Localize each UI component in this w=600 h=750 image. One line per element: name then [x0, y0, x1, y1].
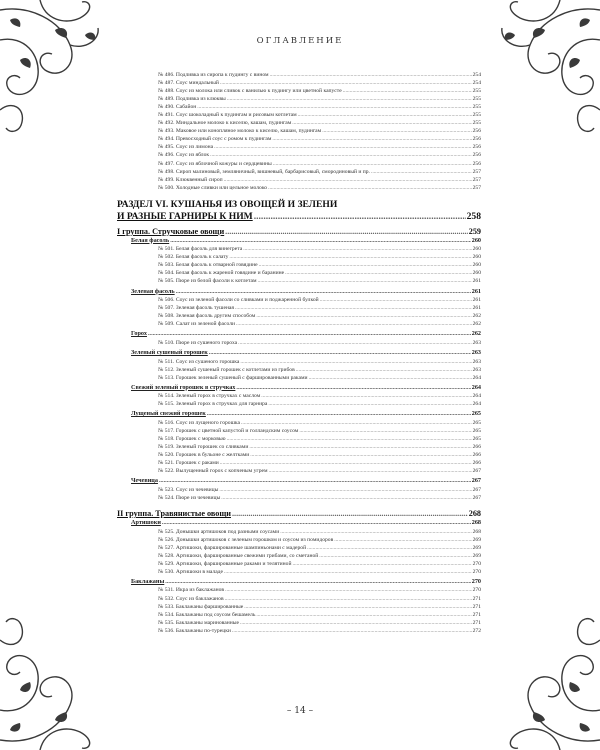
toc-content: [117, 71, 481, 635]
corner-ornament-bottom-left: [0, 610, 120, 750]
toc-entry-label: № 522. Вылущенный горох с копченым угрем: [158, 468, 268, 475]
toc-entry: [117, 595, 481, 603]
toc-entry: [117, 127, 481, 135]
toc-list-lentils: [117, 486, 481, 502]
toc-entry-label: № 502. Белая фасоль к салату: [158, 254, 229, 261]
toc-entry-label: № 489. Подливка из клюквы: [158, 96, 226, 103]
leader-dots: [229, 253, 471, 261]
leader-dots: [219, 486, 471, 494]
toc-entry-label: № 513. Горошек зеленый сушеный с фаршированными раками: [158, 374, 308, 381]
toc-entry-page: 257: [472, 176, 481, 183]
leader-dots: [259, 261, 472, 269]
toc-entry: [117, 603, 481, 611]
leader-dots: [232, 627, 472, 635]
toc-entry-label: № 487. Соус миндальный: [158, 80, 219, 87]
leader-dots: [220, 459, 472, 467]
leader-dots: [227, 435, 472, 443]
toc-entry: [117, 419, 481, 427]
toc-entry: [117, 71, 481, 79]
toc-entry-page: 269: [472, 544, 481, 551]
toc-list-shelled-peas: [117, 419, 481, 475]
leader-dots: [224, 568, 472, 576]
toc-entry-label: № 500. Холодные сливки или цельное молоко: [158, 184, 268, 191]
subheading-label: Лущеный свежий горошек: [131, 410, 206, 418]
leader-dots: [256, 611, 471, 619]
subheading-label: Баклажаны: [131, 577, 165, 585]
leader-dots: [298, 111, 472, 119]
leader-dots: [371, 168, 472, 176]
toc-entry-page: 269: [472, 536, 481, 543]
toc-entry-label: № 501. Белая фасоль для винегрета: [158, 246, 243, 253]
toc-entry-page: 267: [472, 494, 481, 501]
leader-dots: [243, 245, 471, 253]
toc-entry-page: 269: [472, 552, 481, 559]
toc-entry-page: 265: [472, 436, 481, 443]
toc-entry-label: № 511. Соус из сушеного горошка: [158, 358, 240, 365]
toc-entry: [117, 151, 481, 159]
subheading-fresh-pea-pods: [117, 384, 481, 393]
toc-entry-page: 267: [472, 468, 481, 475]
toc-entry-label: № 520. Горошек в бульоне с желтками: [158, 452, 250, 459]
subheading-label: Зеленый сушеный горошек: [131, 348, 208, 356]
subheading-page: 265: [471, 410, 481, 418]
leader-dots: [250, 451, 471, 459]
subheading-peas: [117, 330, 481, 339]
leader-dots: [249, 443, 471, 451]
leader-dots: [309, 374, 472, 382]
leader-dots: [235, 304, 472, 312]
toc-list-dried-green-peas: [117, 358, 481, 382]
subheading-dried-green-peas: [117, 349, 481, 358]
toc-entry: [117, 253, 481, 261]
toc-entry-label: № 526. Донышки артишоков с зеленым горошком и соусом из помидоров: [158, 536, 334, 543]
leader-dots: [268, 184, 472, 192]
toc-entry-page: 255: [472, 96, 481, 103]
toc-list-artichokes: [117, 528, 481, 576]
toc-entry: [117, 95, 481, 103]
subheading-page: 264: [471, 383, 481, 391]
toc-entry-label: № 514. Зеленый горох в стручках с маслом: [158, 393, 261, 400]
toc-entry-page: 262: [472, 321, 481, 328]
toc-entry: [117, 168, 481, 176]
toc-entry-label: № 492. Миндальное молоко к киселю, кашам, пудингам: [158, 120, 292, 127]
toc-entry: [117, 544, 481, 552]
toc-entry: [117, 339, 481, 347]
toc-list-green-beans: [117, 296, 481, 328]
corner-ornament-top-left: [0, 0, 120, 140]
leader-dots: [165, 578, 470, 587]
toc-entry: [117, 320, 481, 328]
toc-entry-page: 265: [472, 419, 481, 426]
leader-dots: [256, 312, 471, 320]
toc-entry-label: № 536. Баклажаны по-турецки: [158, 627, 231, 634]
leader-dots: [227, 95, 472, 103]
group-heading-label: II группа. Травянистые овощи: [117, 508, 231, 518]
toc-entry-label: № 525. Донышки артишоков под разными соусами: [158, 528, 280, 535]
toc-entry-label: № 506. Соус из зеленой фасоли со сливками и поджаренной булкой: [158, 297, 319, 304]
toc-entry-page: 272: [472, 627, 481, 634]
section-title-text: И РАЗНЫЕ ГАРНИРЫ К НИМ: [117, 210, 253, 222]
toc-entry-label: № 510. Пюре из сушеного гороха: [158, 339, 238, 346]
toc-entry-page: 262: [472, 313, 481, 320]
toc-entry-page: 261: [472, 305, 481, 312]
toc-entry-page: 254: [472, 80, 481, 87]
toc-entry: [117, 427, 481, 435]
leader-dots: [270, 71, 472, 79]
subheading-page: 267: [471, 477, 481, 485]
subheading-label: Свежий зеленый горошек в стручках: [131, 383, 236, 391]
leader-dots: [322, 127, 471, 135]
page-header-title: ОГЛАВЛЕНИЕ: [256, 36, 344, 46]
toc-entry: [117, 486, 481, 494]
subheading-page: 260: [471, 236, 481, 244]
toc-entry: [117, 111, 481, 119]
toc-entry: [117, 312, 481, 320]
toc-entry-label: № 498. Сироп малиновый, земляничный, вишневый, барбарисовый, смородиновый и пр.: [158, 168, 370, 175]
subheading-page: 268: [471, 518, 481, 526]
toc-entry-label: № 517. Горошек с цветной капустой и голландским соусом: [158, 428, 299, 435]
toc-entry-page: 260: [472, 254, 481, 261]
toc-entry: [117, 459, 481, 467]
toc-entry-label: № 516. Соус из лущеного горошка: [158, 419, 241, 426]
group-heading-2: [117, 508, 481, 519]
leader-dots: [207, 410, 471, 419]
toc-entry-label: № 531. Икра из баклажанов: [158, 587, 225, 594]
toc-entry: [117, 451, 481, 459]
toc-entry-label: № 509. Салат из зеленой фасоли: [158, 321, 236, 328]
toc-entry: [117, 435, 481, 443]
subheading-label: Зеленая фасоль: [131, 287, 175, 295]
leader-dots: [292, 119, 471, 127]
leader-dots: [148, 330, 471, 339]
leader-dots: [258, 277, 472, 285]
toc-entry-label: № 534. Баклажаны под соусом бешамель: [158, 611, 256, 618]
toc-entry-label: № 494. Превосходный соус с ромом к пудингам: [158, 136, 272, 143]
toc-entry-label: № 495. Соус из лимона: [158, 144, 214, 151]
toc-entry: [117, 119, 481, 127]
toc-entry-page: 266: [472, 444, 481, 451]
leader-dots: [170, 237, 471, 246]
toc-entry: [117, 536, 481, 544]
leader-dots: [334, 536, 471, 544]
toc-entry: [117, 552, 481, 560]
toc-entry: [117, 619, 481, 627]
toc-entry-page: 264: [472, 393, 481, 400]
leader-dots: [232, 508, 468, 519]
toc-entry: [117, 103, 481, 111]
subheading-page: 262: [471, 330, 481, 338]
leader-dots: [214, 143, 471, 151]
group-heading-page: 268: [468, 508, 481, 518]
toc-entry: [117, 358, 481, 366]
toc-entry-page: 255: [472, 88, 481, 95]
toc-entry-page: 255: [472, 104, 481, 111]
toc-entry-label: № 486. Подливка из сиропа к пудингу с вином: [158, 72, 269, 78]
leader-dots: [225, 595, 472, 603]
toc-entry: [117, 245, 481, 253]
toc-entry: [117, 143, 481, 151]
toc-entry-label: № 491. Соус шоколадный к пудингам и рисовым котлетам: [158, 112, 297, 119]
leader-dots: [285, 269, 471, 277]
corner-ornament-top-right: [480, 0, 600, 140]
toc-entry: [117, 443, 481, 451]
toc-entry: [117, 467, 481, 475]
leader-dots: [280, 528, 471, 536]
leader-dots: [176, 288, 471, 297]
toc-entry-label: № 504. Белая фасоль к жареной говядине и баранине: [158, 270, 285, 277]
leader-dots: [320, 296, 472, 304]
section-title-line2: [117, 211, 481, 224]
toc-entry-page: 257: [472, 184, 481, 191]
toc-entry-label: № 533. Баклажаны фаршированные: [158, 603, 244, 610]
toc-entry-page: 255: [472, 120, 481, 127]
leader-dots: [307, 544, 472, 552]
toc-entry-page: 270: [472, 587, 481, 594]
toc-entry-label: № 508. Зеленая фасоль другим способом: [158, 313, 256, 320]
toc-entry-page: 256: [472, 128, 481, 135]
toc-entry-label: № 505. Пюре из белой фасоли к котлетам: [158, 278, 257, 285]
page-number: – 14 –: [286, 706, 314, 716]
leader-dots: [241, 419, 472, 427]
toc-entry-label: № 507. Зеленая фасоль тушеная: [158, 305, 234, 312]
toc-entry-label: № 499. Клюквенный сироп: [158, 176, 223, 183]
subheading-label: Артишоки: [131, 518, 161, 526]
toc-entry: [117, 135, 481, 143]
subheading-white-beans: [117, 237, 481, 246]
subheading-shelled-peas: [117, 410, 481, 419]
toc-entry-page: 260: [472, 270, 481, 277]
subheading-page: 263: [471, 348, 481, 356]
toc-entry-label: № 488. Соус из молока или сливок с ванилью к пудингу или цветной капусте: [158, 88, 342, 95]
subheading-lentils: [117, 477, 481, 486]
toc-entry-page: 260: [472, 246, 481, 253]
toc-entry: [117, 277, 481, 285]
toc-entry: [117, 366, 481, 374]
leader-dots: [220, 79, 472, 87]
toc-entry-page: 254: [472, 72, 481, 78]
toc-entry-page: 266: [472, 460, 481, 467]
toc-entry-label: № 523. Соус из чечевицы: [158, 486, 219, 493]
toc-entry-page: 264: [472, 374, 481, 381]
leader-dots: [159, 477, 471, 486]
leader-dots: [224, 176, 472, 184]
toc-entry-label: № 529. Артишоки, фаршированные раками и телятиной: [158, 560, 292, 567]
leader-dots: [299, 427, 471, 435]
leader-dots: [296, 366, 472, 374]
subheading-label: Белая фасоль: [131, 236, 170, 244]
leader-dots: [261, 392, 471, 400]
toc-entry-page: 271: [472, 603, 481, 610]
leader-dots: [319, 552, 471, 560]
toc-entry-page: 263: [472, 358, 481, 365]
leader-dots: [240, 358, 471, 366]
toc-entry-page: 256: [472, 152, 481, 159]
toc-entry-page: 264: [472, 401, 481, 408]
leader-dots: [273, 160, 472, 168]
toc-entry: [117, 400, 481, 408]
toc-entry-page: 271: [472, 595, 481, 602]
leader-dots: [210, 151, 472, 159]
leader-dots: [225, 586, 472, 594]
toc-entry-page: 270: [472, 560, 481, 567]
subheading-green-beans: [117, 288, 481, 297]
leader-dots: [343, 87, 472, 95]
group-heading-1: [117, 226, 481, 237]
toc-entry: [117, 611, 481, 619]
toc-entry-page: 263: [472, 339, 481, 346]
leader-dots: [254, 211, 466, 223]
toc-entry-label: № 503. Белая фасоль к отварной говядине: [158, 262, 258, 269]
leader-dots: [197, 103, 471, 111]
toc-entry-page: 271: [472, 619, 481, 626]
toc-entry: [117, 176, 481, 184]
toc-entry: [117, 560, 481, 568]
section-title-line1: РАЗДЕЛ VI. КУШАНЬЯ ИЗ ОВОЩЕЙ И ЗЕЛЕНИ: [117, 198, 338, 210]
toc-entry: [117, 79, 481, 87]
subheading-artichokes: [117, 519, 481, 528]
toc-list-eggplants: [117, 586, 481, 634]
toc-entry-label: № 519. Зеленый горошек со сливками: [158, 444, 249, 451]
toc-entry: [117, 296, 481, 304]
toc-entry-label: № 493. Маковое или конопляное молоко к киселю, кашам, пудингам: [158, 128, 322, 135]
toc-entry: [117, 528, 481, 536]
toc-list-fresh-pea-pods: [117, 392, 481, 408]
toc-entry: [117, 374, 481, 382]
toc-entry-label: № 512. Зеленый сушеный горошек с котлетами из грибов: [158, 366, 295, 373]
toc-entry: [117, 304, 481, 312]
subheading-eggplants: [117, 578, 481, 587]
toc-entry-label: № 518. Горошек с морковью: [158, 436, 226, 443]
toc-entry-label: № 527. Артишоки, фаршированные шампиньонами с мадерой: [158, 544, 307, 551]
leader-dots: [236, 384, 470, 393]
toc-entry-label: № 530. Артишоки в маладе: [158, 568, 224, 575]
toc-entry-page: 265: [472, 428, 481, 435]
toc-entry-label: № 528. Артишоки, фаршированные свежими грибами, со сметаной: [158, 552, 319, 559]
corner-ornament-bottom-right: [480, 610, 600, 750]
toc-entry-page: 255: [472, 112, 481, 119]
toc-entry-page: 256: [472, 160, 481, 167]
toc-list-white-beans: [117, 245, 481, 285]
toc-entry: [117, 160, 481, 168]
section-page: 258: [466, 210, 481, 222]
toc-entry-label: № 490. Сабайон: [158, 104, 197, 111]
toc-entry-label: № 497. Соус из яблочной кожуры и сердцевины: [158, 160, 272, 167]
toc-entry-page: 260: [472, 262, 481, 269]
group-heading-label: I группа. Стручковые овощи: [117, 226, 225, 236]
toc-entry-page: 271: [472, 611, 481, 618]
toc-entry: [117, 87, 481, 95]
toc-entry-page: 266: [472, 452, 481, 459]
toc-entry-label: № 532. Соус из баклажанов: [158, 595, 224, 602]
toc-entry-page: 256: [472, 136, 481, 143]
leader-dots: [268, 400, 471, 408]
leader-dots: [292, 560, 471, 568]
toc-entry: [117, 568, 481, 576]
leader-dots: [221, 494, 471, 502]
leader-dots: [238, 339, 471, 347]
leader-dots: [269, 467, 472, 475]
leader-dots: [225, 226, 468, 237]
leader-dots: [209, 349, 471, 358]
group-heading-page: 259: [468, 226, 481, 236]
toc-entry-page: 263: [472, 366, 481, 373]
toc-entry-page: 261: [472, 278, 481, 285]
leader-dots: [272, 135, 471, 143]
toc-entry: [117, 586, 481, 594]
toc-list-top: [117, 71, 481, 192]
leader-dots: [240, 619, 472, 627]
leader-dots: [236, 320, 472, 328]
subheading-label: Горох: [131, 330, 147, 338]
toc-entry: [117, 184, 481, 192]
toc-entry: [117, 392, 481, 400]
toc-entry-page: 261: [472, 297, 481, 304]
toc-entry-page: 257: [472, 168, 481, 175]
toc-entry: [117, 269, 481, 277]
toc-entry-page: 268: [472, 528, 481, 535]
leader-dots: [244, 603, 471, 611]
toc-entry-label: № 496. Соус из яблок: [158, 152, 210, 159]
toc-list-peas: [117, 339, 481, 347]
toc-entry: [117, 627, 481, 635]
leader-dots: [162, 519, 471, 528]
toc-entry-page: 267: [472, 486, 481, 493]
subheading-label: Чечевица: [131, 477, 158, 485]
toc-entry-page: 256: [472, 144, 481, 151]
toc-entry-label: № 515. Зеленый горох в стручках для гарнира: [158, 401, 268, 408]
toc-entry-label: № 521. Горошек с раками: [158, 460, 219, 467]
toc-entry-page: 270: [472, 568, 481, 575]
subheading-page: 270: [471, 577, 481, 585]
toc-entry-label: № 535. Баклажаны маринованные: [158, 619, 239, 626]
subheading-page: 261: [471, 287, 481, 295]
toc-entry: [117, 261, 481, 269]
toc-entry-label: № 524. Пюре из чечевицы: [158, 494, 221, 501]
toc-entry: [117, 494, 481, 502]
